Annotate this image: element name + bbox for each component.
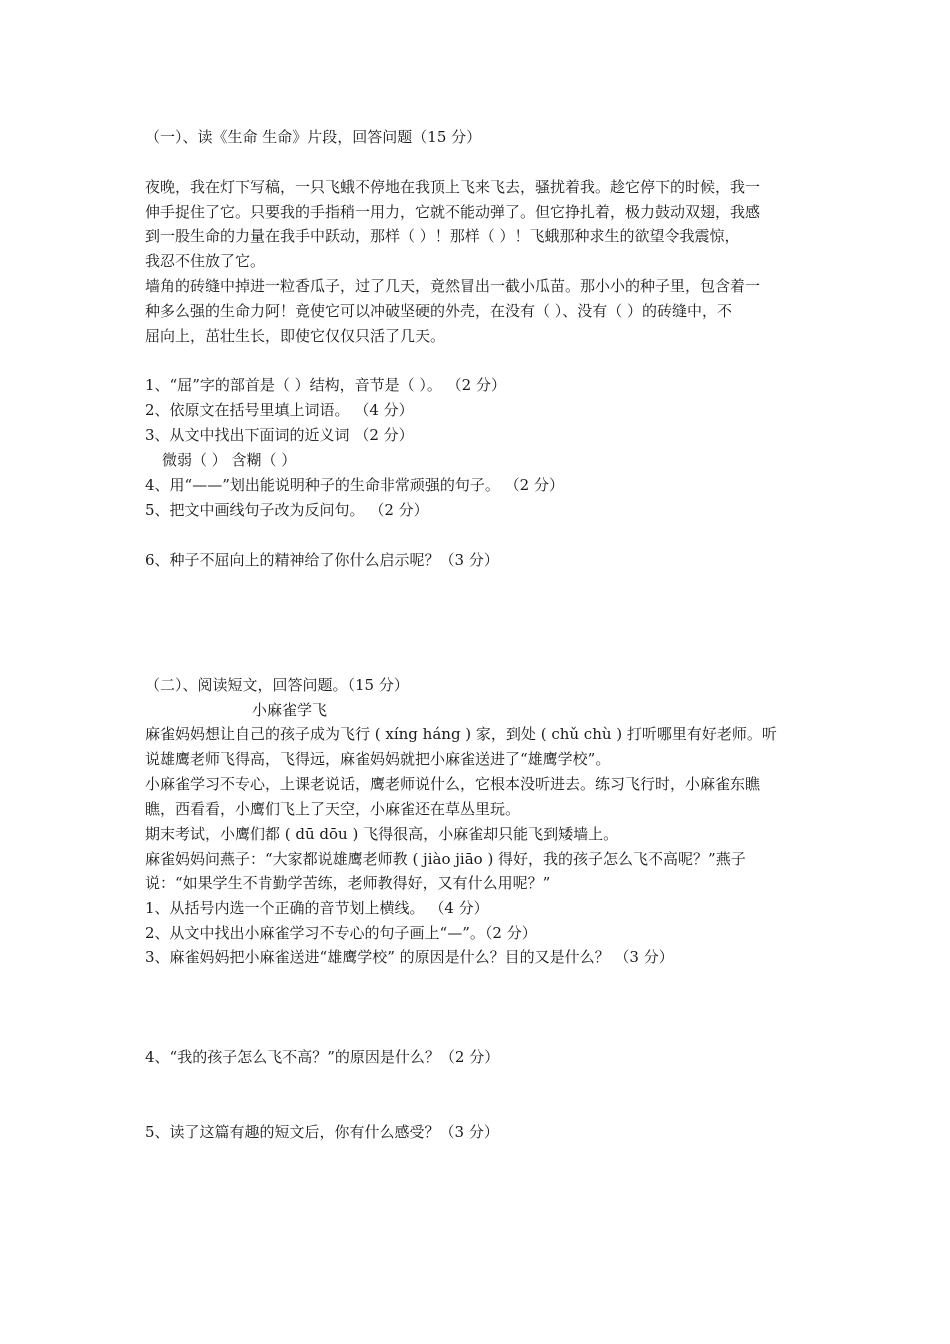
question: 2、从文中找出小麻雀学习不专心的句子画上“—”。（2 分） bbox=[145, 924, 537, 942]
passage-line: 说雄鹰老师飞得高，飞得远，麻雀妈妈就把小麻雀送进了“雄鹰学校”。 bbox=[145, 750, 611, 768]
story-title: 小麻雀学飞 bbox=[252, 701, 328, 719]
question: 4、用“——”划出能说明种子的生命非常顽强的句子。 （2 分） bbox=[145, 476, 564, 494]
passage-line: 到一股生命的力量在我手中跃动，那样（ ）！那样（ ）！飞蛾那种求生的欲望令我震惊， bbox=[145, 227, 740, 245]
section-heading: （二）、阅读短文，回答问题。（15 分） bbox=[145, 676, 409, 694]
passage-line: 瞧，西看看，小鹰们飞上了天空，小麻雀还在草丛里玩。 bbox=[145, 800, 521, 818]
question: 5、读了这篇有趣的短文后，你有什么感受？（3 分） bbox=[145, 1123, 499, 1141]
passage-line: 墙角的砖缝中掉进一粒香瓜子，过了几天，竟然冒出一截小瓜苗。那小小的种子里，包含着一 bbox=[145, 277, 761, 295]
question: 4、“我的孩子怎么飞不高？”的原因是什么？（2 分） bbox=[145, 1048, 500, 1066]
passage-line: 夜晚，我在灯下写稿，一只飞蛾不停地在我顶上飞来飞去，骚扰着我。趁它停下的时候，我一 bbox=[145, 178, 761, 196]
question-subitems: 微弱（ ） 含糊（ ） bbox=[162, 451, 297, 469]
question: 1、“屈”字的部首是（ ）结构，音节是（ ）。 （2 分） bbox=[145, 376, 506, 394]
passage-line: 麻雀妈妈想让自己的孩子成为飞行 ( xíng háng ) 家，到处 ( chǔ chù ) 打听哪里有好老师。听 bbox=[145, 725, 777, 743]
question: 3、麻雀妈妈把小麻雀送进“雄鹰学校” 的原因是什么？目的又是什么？ （3 分） bbox=[145, 948, 674, 966]
passage-line: 种多么强的生命力阿！竟使它可以冲破坚硬的外壳，在没有（ ）、没有（ ）的砖缝中，不 bbox=[145, 302, 733, 320]
passage-line: 屈向上，茁壮生长，即使它仅仅只活了几天。 bbox=[145, 327, 446, 345]
question: 6、种子不屈向上的精神给了你什么启示呢？（3 分） bbox=[145, 551, 499, 569]
question: 1、从括号内选一个正确的音节划上横线。 （4 分） bbox=[145, 899, 489, 917]
passage-line: 说：“如果学生不肯勤学苦练，老师教得好，又有什么用呢？” bbox=[145, 874, 551, 892]
section-heading: （一）、读《生命 生命》片段，回答问题（15 分） bbox=[145, 128, 482, 146]
question: 3、从文中找出下面词的近义词 （2 分） bbox=[145, 426, 414, 444]
question: 5、把文中画线句子改为反问句。 （2 分） bbox=[145, 501, 429, 519]
question: 2、依原文在括号里填上词语。 （4 分） bbox=[145, 401, 414, 419]
passage-line: 期末考试，小鹰们都 ( dū dōu ) 飞得很高，小麻雀却只能飞到矮墙上。 bbox=[145, 825, 619, 843]
passage-line: 伸手捉住了它。只要我的手指稍一用力，它就不能动弹了。但它挣扎着，极力鼓动双翅，我感 bbox=[145, 203, 761, 221]
passage-line: 麻雀妈妈问燕子：“大家都说雄鹰老师教 ( jiào jiāo ) 得好，我的孩子怎么飞不高呢？”燕子 bbox=[145, 850, 746, 868]
passage-line: 我忍不住放了它。 bbox=[145, 252, 266, 270]
passage-line: 小麻雀学习不专心，上课老说话，鹰老师说什么，它根本没听进去。练习飞行时，小麻雀东瞧 bbox=[145, 775, 761, 793]
